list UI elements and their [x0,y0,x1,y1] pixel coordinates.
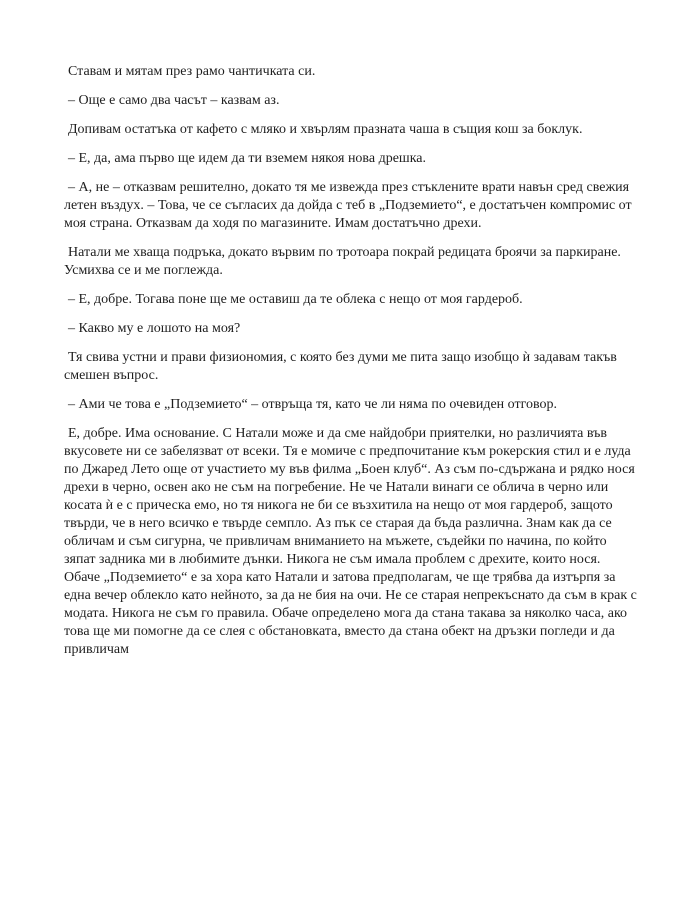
paragraph: – Още е само два часът – казвам аз. [68,93,280,108]
paragraph: Е, добре. Има основание. С Натали може и да сме найдобри приятелки, но различията във вкусовете ни се забелязват от всеки. Тя е момиче с предпочитание към рокерския стил и е луда по Джаред Лето още от участието му във филма „Боен клуб“. Аз съм по-сдържана и рядко нося дрехи в черно, освен ако не съм на погребение. Не че Натали винаги се облича в черно или косата ѝ е с прическа емо, но тя никога не би се възхитила на нещо от моя гардероб, защото твърди, че в него всичко е твърде семпло. Аз пък се старая да бъда различна. Знам как да се обличам и съм сигурна, че привличам вниманието на мъжете, съдейки по начина, по който зяпат задника ми в любимите дънки. Никога не съм имала проблем с дрехите, които нося. Обаче „Подземието“ е за хора като Натали и затова предполагам, че ще трябва да изтърпя за една вечер облекло като нейното, за да не бия на очи. Не се старая непрекъснато да съм в крак с модата. Никога не съм го правила. Обаче определено мога да стана такава за няколко часа, ако това ще ми помогне да се слея с обстановката, вместо да стана обект на дръзки погледи и да привличам [64,426,637,657]
paragraph: Тя свива устни и прави физиономия, с която без думи ме пита защо изобщо ѝ задавам такъв смешен въпрос. [64,350,617,383]
paragraph: – Ами че това е „Подземието“ – отвръща тя, като че ли няма по очевиден отговор. [68,397,558,412]
paragraph: – А, не – отказвам решително, докато тя ме извежда през стъклените врати навън сред свежия летен въздух. – Това, че се съгласих да дойда с теб в „Подземието“, е достатъчен компромис от моя страна. Отказвам да ходя по магазините. Имам достатъчно дрехи. [64,180,632,231]
paragraph: – Е, да, ама първо ще идем да ти вземем някоя нова дрешка. [68,151,426,166]
paragraph: Допивам остатъка от кафето с мляко и хвърлям празната чаша в същия кош за боклук. [68,122,583,137]
paragraph: – Какво му е лошото на моя? [68,321,241,336]
document-body [64,63,639,670]
paragraph: Натали ме хваща подръка, докато вървим по тротоара покрай редицата броячи за паркиране. Усмихва се и ме поглежда. [64,245,621,278]
paragraph: – Е, добре. Тогава поне ще ме оставиш да те облека с нещо от моя гардероб. [68,292,523,307]
paragraph: Ставам и мятам през рамо чантичката си. [68,64,316,79]
